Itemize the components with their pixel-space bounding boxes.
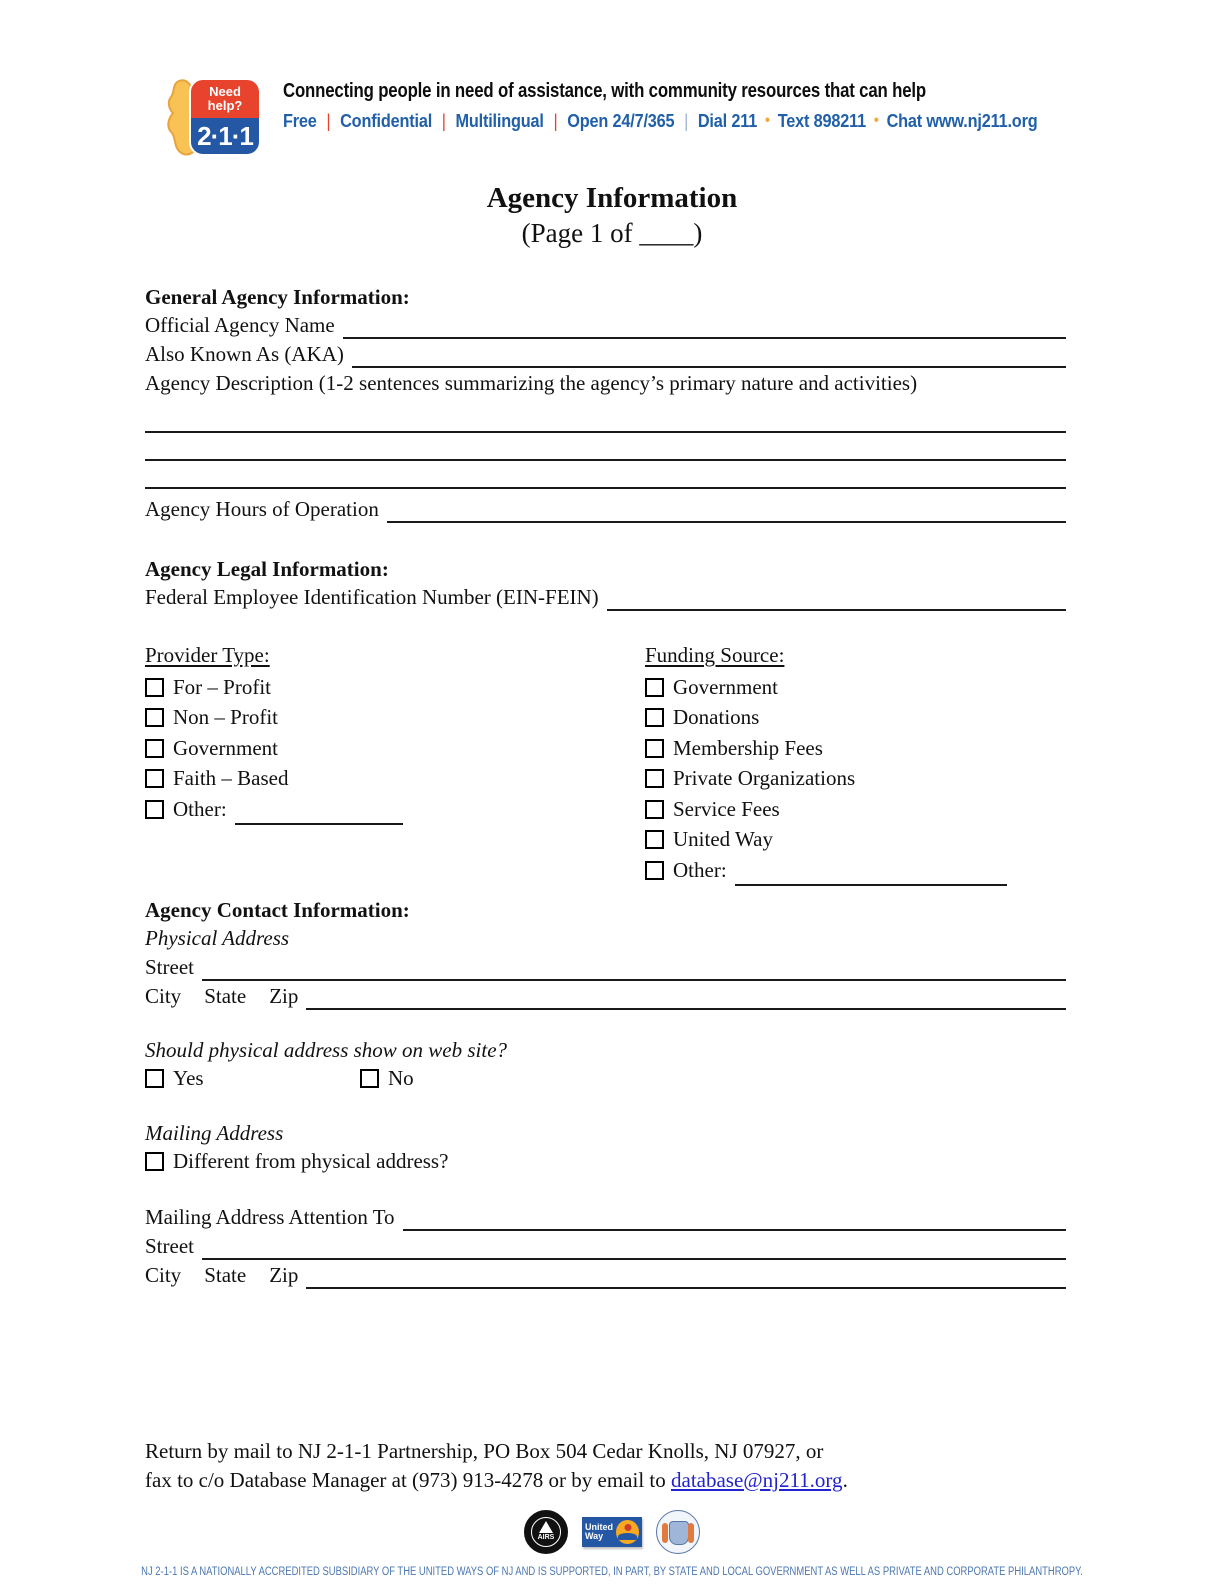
mailing-zip-label: Zip (269, 1263, 299, 1287)
tagline-item-dial: Dial 211 (697, 110, 758, 131)
footer-logos (0, 1508, 1224, 1556)
checkbox-columns (145, 643, 1066, 886)
street-label: Street (145, 954, 194, 979)
funding-source-heading: Funding Source: (645, 643, 785, 667)
united-way-label: United Way (585, 1522, 613, 1541)
page-number-line: (Page 1 of ____) (521, 218, 703, 248)
city-label: City (145, 983, 182, 1008)
mailing-address-label: Mailing Address (145, 1120, 284, 1145)
mailing-city-row (145, 1261, 1066, 1289)
provider-faith-based-row (145, 764, 645, 795)
official-name-row (145, 311, 1066, 339)
funding-membership-fees-label: Membership Fees (673, 735, 823, 760)
no-label: No (388, 1065, 414, 1090)
physical-zip-field[interactable] (306, 986, 1066, 1010)
funding-united-way-checkbox[interactable] (645, 830, 664, 849)
return-line-2-text: fax to c/o Database Manager at (973) 913-4278 or by email to (145, 1467, 671, 1492)
header (163, 76, 1224, 160)
different-address-label: Different from physical address? (173, 1149, 449, 1174)
pipe-separator: | (441, 110, 446, 131)
yes-option (145, 1066, 360, 1091)
yes-checkbox[interactable] (145, 1069, 164, 1088)
yes-label: Yes (173, 1065, 204, 1090)
official-name-label: Official Agency Name (145, 313, 335, 337)
description-field-line1[interactable] (145, 405, 1066, 433)
tagline-sub (283, 110, 1038, 132)
dot-separator: • (765, 112, 770, 129)
tagline-item-open: Open 24/7/365 (567, 110, 675, 131)
funding-government-row (645, 672, 1066, 703)
physical-address-label: Physical Address (145, 925, 290, 950)
aka-label: Also Known As (AKA) (145, 342, 344, 366)
provider-other-label: Other: (173, 796, 227, 821)
funding-private-orgs-checkbox[interactable] (645, 769, 664, 788)
different-address-row (145, 1147, 1066, 1178)
physical-city-row (145, 982, 1066, 1010)
description-label-row (145, 369, 1066, 397)
official-name-field[interactable] (343, 315, 1066, 339)
physical-street-field[interactable] (202, 957, 1066, 981)
airs-label: AIRS (531, 1517, 561, 1547)
provider-faith-based-label: Faith – Based (173, 766, 289, 791)
pipe-separator: | (326, 110, 331, 131)
mailing-street-field[interactable] (202, 1236, 1066, 1260)
page-title: Agency Information (486, 182, 738, 214)
return-instructions (145, 1437, 1066, 1494)
dot-separator: • (873, 112, 879, 129)
physical-address-label-row (145, 924, 1066, 952)
funding-service-fees-row (645, 794, 1066, 825)
tagline-item-confidential: Confidential (340, 110, 433, 131)
pipe-separator: | (553, 110, 558, 131)
ein-field[interactable] (607, 587, 1066, 611)
funding-other-row (645, 855, 1066, 886)
return-line-2 (145, 1466, 1066, 1495)
badge-211-label: 2·1·1 (191, 118, 259, 156)
funding-private-orgs-label: Private Organizations (673, 766, 856, 791)
funding-membership-fees-checkbox[interactable] (645, 739, 664, 758)
mailing-street-row (145, 1232, 1066, 1260)
provider-non-profit-row (145, 703, 645, 734)
funding-private-orgs-row (645, 764, 1066, 795)
funding-other-checkbox[interactable] (645, 861, 664, 880)
airs-accreditation-logo-icon (524, 1510, 568, 1554)
funding-source-column (645, 643, 1066, 886)
provider-for-profit-row (145, 672, 645, 703)
nj211-logo (163, 76, 263, 160)
tagline-item-text: Text 898211 (777, 110, 866, 131)
provider-other-field[interactable] (235, 803, 403, 825)
provider-government-label: Government (173, 735, 278, 760)
hours-label: Agency Hours of Operation (145, 497, 379, 521)
funding-other-field[interactable] (735, 864, 1007, 886)
mailing-street-label: Street (145, 1234, 194, 1258)
general-info-heading: General Agency Information: (145, 285, 410, 309)
united-way-symbol-icon (616, 1520, 639, 1544)
title-block (0, 182, 1224, 249)
need-help-label: Need help? (191, 80, 259, 118)
tagline-main: Connecting people in need of assistance, with community resources that can help (283, 80, 927, 102)
mailing-address-label-row (145, 1119, 1066, 1147)
provider-government-checkbox[interactable] (145, 739, 164, 758)
provider-faith-based-checkbox[interactable] (145, 769, 164, 788)
funding-government-checkbox[interactable] (645, 678, 664, 697)
funding-donations-row (645, 703, 1066, 734)
ein-label: Federal Employee Identification Number (EIN-FEIN) (145, 585, 599, 609)
email-link[interactable]: database@nj211.org (671, 1467, 843, 1492)
nj211-badge (189, 78, 261, 156)
mailing-city-label: City (145, 1263, 182, 1287)
united-way-logo-icon (582, 1517, 642, 1547)
attention-field[interactable] (403, 1207, 1066, 1231)
tagline-item-chat: Chat www.nj211.org (886, 110, 1038, 131)
attention-row (145, 1203, 1066, 1231)
provider-non-profit-label: Non – Profit (173, 705, 278, 730)
aka-field[interactable] (352, 344, 1066, 368)
funding-service-fees-checkbox[interactable] (645, 800, 664, 819)
description-field-line3[interactable] (145, 461, 1066, 489)
tagline-item-multilingual: Multilingual (455, 110, 544, 131)
return-line-1: Return by mail to NJ 2-1-1 Partnership, PO Box 504 Cedar Knolls, NJ 07927, or (145, 1439, 824, 1463)
web-question-label: Should physical address show on web site? (145, 1037, 508, 1062)
yes-no-row (145, 1066, 1066, 1091)
physical-street-row (145, 953, 1066, 981)
funding-united-way-label: United Way (673, 827, 773, 852)
description-field-line2[interactable] (145, 433, 1066, 461)
nj-state-seal-icon (656, 1510, 700, 1554)
legal-info-heading: Agency Legal Information: (145, 557, 389, 581)
accreditation-disclaimer: NJ 2-1-1 IS A NATIONALLY ACCREDITED SUBSIDIARY OF THE UNITED WAYS OF NJ AND IS SUPPORTED, IN PART, BY STATE AND LOCAL GOVERNMENT AS WELL AS PRIVATE AND CORPORATE PHILANTHROPY. (141, 1566, 1083, 1578)
provider-for-profit-checkbox[interactable] (145, 678, 164, 697)
return-line-2-period: . (842, 1467, 848, 1492)
hours-row (145, 495, 1066, 523)
zip-label: Zip (269, 983, 299, 1008)
contact-info-heading: Agency Contact Information: (145, 897, 410, 922)
no-option (360, 1066, 414, 1091)
no-checkbox[interactable] (360, 1069, 379, 1088)
provider-government-row (145, 733, 645, 764)
provider-non-profit-checkbox[interactable] (145, 708, 164, 727)
web-question-row (145, 1036, 1066, 1064)
funding-donations-checkbox[interactable] (645, 708, 664, 727)
hours-field[interactable] (387, 499, 1066, 523)
provider-for-profit-label: For – Profit (173, 674, 272, 699)
provider-type-heading: Provider Type: (145, 643, 270, 667)
funding-government-label: Government (673, 674, 778, 699)
funding-donations-label: Donations (673, 705, 760, 730)
provider-other-row (145, 794, 645, 825)
attention-label: Mailing Address Attention To (145, 1205, 395, 1229)
different-address-checkbox[interactable] (145, 1152, 164, 1171)
funding-united-way-row (645, 825, 1066, 856)
description-label: Agency Description (1-2 sentences summarizing the agency’s primary nature and activities) (145, 371, 918, 395)
aka-row (145, 340, 1066, 368)
funding-service-fees-label: Service Fees (673, 796, 780, 821)
provider-type-column (145, 643, 645, 886)
header-taglines (283, 76, 1140, 132)
pipe-separator: | (684, 110, 689, 131)
state-label: State (204, 983, 247, 1008)
mailing-state-label: State (204, 1263, 247, 1287)
tagline-item-free: Free (283, 110, 317, 131)
mailing-zip-field[interactable] (306, 1265, 1066, 1289)
funding-other-label: Other: (673, 857, 727, 882)
ein-row (145, 583, 1066, 611)
funding-membership-fees-row (645, 733, 1066, 764)
provider-other-checkbox[interactable] (145, 800, 164, 819)
